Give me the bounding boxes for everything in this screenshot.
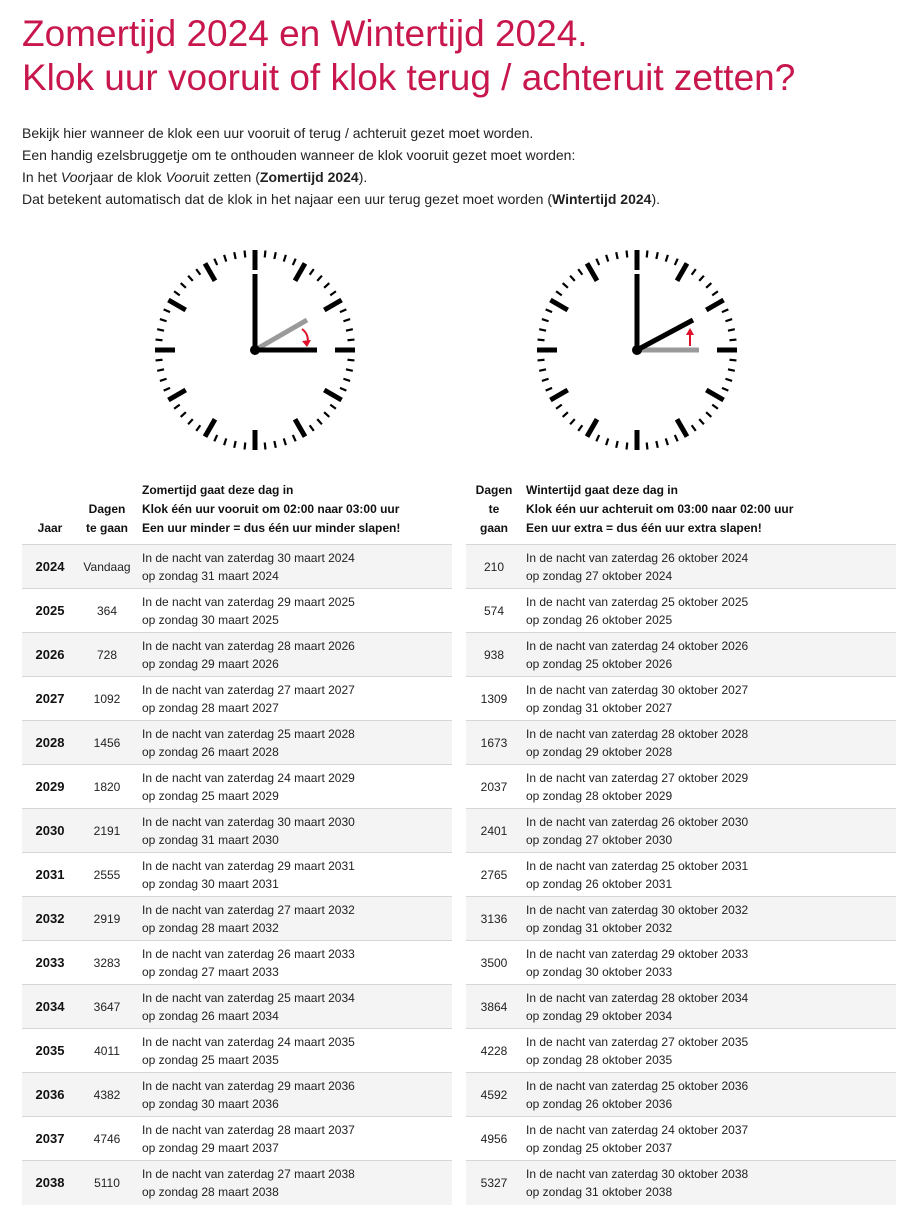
table-row: [22, 1117, 452, 1161]
intro-line-4-a: Dat betekent automatisch dat de klok in het najaar een uur terug gezet moet worden (: [22, 191, 552, 207]
intro-line-1: Bekijk hier wanneer de klok een uur vooruit of terug / achteruit gezet moet worden.: [22, 125, 534, 141]
table-row: [466, 941, 896, 985]
row-date-line1: In de nacht van zaterdag 25 maart 2034: [142, 990, 355, 1005]
row-date-line1: In de nacht van zaterdag 29 maart 2031: [142, 858, 355, 873]
row-days-to-go: 4956: [466, 1117, 520, 1161]
row-date: [136, 677, 452, 721]
row-year: 2024: [22, 545, 76, 589]
row-days-to-go: 1673: [466, 721, 520, 765]
row-date-line2: op zondag 29 maart 2026: [142, 656, 279, 671]
row-date: [136, 897, 452, 941]
table-row: [466, 985, 896, 1029]
row-year: 2026: [22, 633, 76, 677]
summer-table-header: [22, 478, 452, 545]
summer-time-table: [22, 478, 452, 1205]
intro-text: [22, 122, 660, 210]
row-date-line2: op zondag 25 oktober 2026: [526, 656, 673, 671]
hour-hand: [637, 320, 693, 350]
row-date-line2: op zondag 30 oktober 2033: [526, 964, 673, 979]
row-date-line2: op zondag 27 oktober 2024: [526, 568, 673, 583]
table-row: [22, 1161, 452, 1205]
table-row: [22, 941, 452, 985]
row-date-line1: In de nacht van zaterdag 26 oktober 2030: [526, 814, 749, 829]
page-title-line-1: Zomertijd 2024 en Wintertijd 2024.: [22, 13, 588, 54]
table-row: [22, 853, 452, 897]
row-year: 2037: [22, 1117, 76, 1161]
row-year: 2035: [22, 1029, 76, 1073]
header-summer-info: [136, 478, 452, 545]
intro-line-3-f: Zomertijd 2024: [259, 169, 359, 185]
table-row: [466, 1029, 896, 1073]
row-year: 2030: [22, 809, 76, 853]
table-row: [466, 853, 896, 897]
row-date: [520, 589, 896, 633]
row-date-line1: In de nacht van zaterdag 30 oktober 2027: [526, 682, 749, 697]
intro-line-3-g: ).: [358, 169, 368, 185]
table-row: [466, 721, 896, 765]
row-days-to-go: 574: [466, 589, 520, 633]
header-summer-info-3: Een uur minder = dus één uur minder slapen!: [142, 521, 401, 535]
table-row: [22, 633, 452, 677]
row-days-to-go: 1092: [76, 677, 136, 721]
header-winter-info-3: Een uur extra = dus één uur extra slapen!: [526, 521, 762, 535]
intro-line-4-b: Wintertijd 2024: [551, 191, 652, 207]
header-days-winter-3: gaan: [479, 521, 508, 535]
row-date-line1: In de nacht van zaterdag 30 maart 2030: [142, 814, 355, 829]
header-days-winter: [466, 478, 520, 545]
row-date: [520, 1029, 896, 1073]
clock-forward-icon: [150, 245, 360, 455]
row-date-line2: op zondag 28 maart 2032: [142, 920, 279, 935]
row-days-to-go: 2401: [466, 809, 520, 853]
arrow-down-head: [302, 340, 311, 347]
row-date-line2: op zondag 26 oktober 2025: [526, 612, 673, 627]
row-date-line2: op zondag 27 oktober 2030: [526, 832, 673, 847]
row-days-to-go: 210: [466, 545, 520, 589]
row-days-to-go: 1309: [466, 677, 520, 721]
row-date-line1: In de nacht van zaterdag 26 oktober 2024: [526, 550, 749, 565]
row-date: [136, 589, 452, 633]
row-date-line1: In de nacht van zaterdag 24 oktober 2037: [526, 1122, 749, 1137]
header-days-winter-2: te: [488, 502, 500, 516]
row-date-line1: In de nacht van zaterdag 27 maart 2027: [142, 682, 355, 697]
winter-table-body: [466, 545, 896, 1205]
page-title: [22, 12, 795, 100]
row-date-line1: In de nacht van zaterdag 28 oktober 2028: [526, 726, 749, 741]
row-date: [136, 985, 452, 1029]
row-date-line2: op zondag 29 oktober 2028: [526, 744, 673, 759]
row-date: [520, 633, 896, 677]
intro-line-3-c: jaar de klok: [89, 169, 166, 185]
intro-line-3: [22, 166, 660, 188]
row-date-line2: op zondag 28 maart 2027: [142, 700, 279, 715]
table-row: [466, 765, 896, 809]
row-date: [136, 765, 452, 809]
table-row: [466, 677, 896, 721]
row-date-line2: op zondag 27 maart 2033: [142, 964, 279, 979]
row-date: [520, 897, 896, 941]
row-date-line1: In de nacht van zaterdag 30 maart 2024: [142, 550, 355, 565]
row-days-to-go: 2555: [76, 853, 136, 897]
row-date: [520, 1161, 896, 1205]
row-days-to-go: 938: [466, 633, 520, 677]
row-date-line1: In de nacht van zaterdag 29 maart 2036: [142, 1078, 355, 1093]
row-year: 2036: [22, 1073, 76, 1117]
row-date-line2: op zondag 31 maart 2024: [142, 568, 279, 583]
row-date-line1: In de nacht van zaterdag 26 maart 2033: [142, 946, 355, 961]
row-days-to-go: 1456: [76, 721, 136, 765]
table-row: [22, 545, 452, 589]
table-row: [466, 589, 896, 633]
row-year: 2033: [22, 941, 76, 985]
summer-table-body: [22, 545, 452, 1205]
row-date-line1: In de nacht van zaterdag 25 oktober 2036: [526, 1078, 749, 1093]
header-year: Jaar: [37, 521, 63, 535]
row-date: [136, 1161, 452, 1205]
row-date-line1: In de nacht van zaterdag 28 oktober 2034: [526, 990, 749, 1005]
row-date-line1: In de nacht van zaterdag 25 oktober 2025: [526, 594, 749, 609]
row-days-to-go: 728: [76, 633, 136, 677]
row-year: 2027: [22, 677, 76, 721]
table-row: [22, 985, 452, 1029]
row-date-line1: In de nacht van zaterdag 30 oktober 2032: [526, 902, 749, 917]
table-row: [22, 897, 452, 941]
row-date: [520, 677, 896, 721]
row-date: [136, 809, 452, 853]
table-row: [466, 1073, 896, 1117]
intro-line-4-c: ).: [651, 191, 661, 207]
row-days-to-go: 2037: [466, 765, 520, 809]
table-row: [22, 677, 452, 721]
row-year: 2034: [22, 985, 76, 1029]
row-days-to-go: 3136: [466, 897, 520, 941]
row-days-to-go: 3864: [466, 985, 520, 1029]
intro-line-3-d: Voor: [165, 169, 195, 185]
arrow-up-head: [686, 328, 694, 335]
clock-back-icon: [532, 245, 742, 455]
row-date-line2: op zondag 28 oktober 2029: [526, 788, 673, 803]
row-date: [520, 1117, 896, 1161]
row-date-line1: In de nacht van zaterdag 27 maart 2032: [142, 902, 355, 917]
row-date-line1: In de nacht van zaterdag 28 maart 2026: [142, 638, 355, 653]
row-date-line2: op zondag 26 maart 2028: [142, 744, 279, 759]
clock-center: [250, 345, 260, 355]
row-date-line2: op zondag 29 maart 2037: [142, 1140, 279, 1155]
row-date-line2: op zondag 31 oktober 2038: [526, 1184, 673, 1199]
row-date-line2: op zondag 30 maart 2031: [142, 876, 279, 891]
page-title-line-2: Klok uur vooruit of klok terug / achteruit zetten?: [22, 57, 796, 98]
row-date-line2: op zondag 28 oktober 2035: [526, 1052, 673, 1067]
row-days-to-go: Vandaag: [76, 545, 136, 589]
row-date-line1: In de nacht van zaterdag 29 maart 2025: [142, 594, 355, 609]
row-date-line2: op zondag 29 oktober 2034: [526, 1008, 673, 1023]
table-row: [466, 545, 896, 589]
row-date-line1: In de nacht van zaterdag 24 maart 2029: [142, 770, 355, 785]
row-days-to-go: 4011: [76, 1029, 136, 1073]
row-date-line1: In de nacht van zaterdag 24 oktober 2026: [526, 638, 749, 653]
row-date-line2: op zondag 31 maart 2030: [142, 832, 279, 847]
table-row: [22, 589, 452, 633]
row-days-to-go: 2191: [76, 809, 136, 853]
header-days-line1: Dagen: [88, 502, 126, 516]
row-days-to-go: 3500: [466, 941, 520, 985]
row-date-line2: op zondag 26 oktober 2031: [526, 876, 673, 891]
intro-line-2: Een handig ezelsbruggetje om te onthouden wanneer de klok vooruit gezet moet worden:: [22, 147, 576, 163]
row-days-to-go: 3647: [76, 985, 136, 1029]
header-winter-info-1: Wintertijd gaat deze dag in: [526, 483, 678, 497]
row-date: [520, 721, 896, 765]
table-row: [466, 809, 896, 853]
intro-line-3-b: Voor: [60, 169, 90, 185]
row-date-line1: In de nacht van zaterdag 27 oktober 2035: [526, 1034, 749, 1049]
row-date: [520, 809, 896, 853]
row-year: 2031: [22, 853, 76, 897]
row-days-to-go: 2765: [466, 853, 520, 897]
row-year: 2028: [22, 721, 76, 765]
table-row: [22, 1029, 452, 1073]
header-summer-info-2: Klok één uur vooruit om 02:00 naar 03:00 uur: [142, 502, 400, 516]
row-date-line1: In de nacht van zaterdag 27 oktober 2029: [526, 770, 749, 785]
row-date-line1: In de nacht van zaterdag 29 oktober 2033: [526, 946, 749, 961]
table-row: [22, 765, 452, 809]
header-winter-info: [520, 478, 896, 545]
intro-line-3-a: In het: [22, 169, 61, 185]
row-date: [136, 1029, 452, 1073]
row-date: [520, 765, 896, 809]
header-days-line2: te gaan: [85, 521, 128, 535]
row-date-line2: op zondag 31 oktober 2032: [526, 920, 673, 935]
row-days-to-go: 4382: [76, 1073, 136, 1117]
row-date: [136, 721, 452, 765]
row-days-to-go: 4228: [466, 1029, 520, 1073]
row-date-line2: op zondag 25 maart 2035: [142, 1052, 279, 1067]
row-date-line1: In de nacht van zaterdag 28 maart 2037: [142, 1122, 355, 1137]
row-date: [136, 941, 452, 985]
row-days-to-go: 364: [76, 589, 136, 633]
grey-hour-hand: [255, 320, 307, 350]
row-year: 2032: [22, 897, 76, 941]
row-days-to-go: 4746: [76, 1117, 136, 1161]
row-date-line2: op zondag 28 maart 2038: [142, 1184, 279, 1199]
winter-table-header: [466, 478, 896, 545]
row-date-line1: In de nacht van zaterdag 30 oktober 2038: [526, 1166, 749, 1181]
row-days-to-go: 2919: [76, 897, 136, 941]
table-row: [466, 1117, 896, 1161]
intro-line-3-e: uit zetten (: [194, 169, 260, 185]
header-days: [76, 478, 136, 545]
table-row: [22, 809, 452, 853]
row-date: [520, 985, 896, 1029]
row-date: [136, 853, 452, 897]
row-date-line2: op zondag 26 oktober 2036: [526, 1096, 673, 1111]
row-date: [520, 941, 896, 985]
header-days-winter-1: Dagen: [475, 483, 513, 497]
table-row: [466, 633, 896, 677]
row-year: 2025: [22, 589, 76, 633]
row-date-line2: op zondag 31 oktober 2027: [526, 700, 673, 715]
intro-line-4: [22, 188, 660, 210]
header-summer-info-1: Zomertijd gaat deze dag in: [142, 483, 294, 497]
row-date: [136, 545, 452, 589]
row-date-line2: op zondag 30 maart 2036: [142, 1096, 279, 1111]
row-date: [136, 633, 452, 677]
row-date: [136, 1117, 452, 1161]
clock-center: [632, 345, 642, 355]
row-date-line2: op zondag 25 maart 2029: [142, 788, 279, 803]
winter-time-table: [466, 478, 896, 1205]
row-date-line1: In de nacht van zaterdag 24 maart 2035: [142, 1034, 355, 1049]
row-days-to-go: 3283: [76, 941, 136, 985]
row-date-line2: op zondag 30 maart 2025: [142, 612, 279, 627]
header-winter-info-2: Klok één uur achteruit om 03:00 naar 02:00 uur: [526, 502, 794, 516]
row-date-line1: In de nacht van zaterdag 25 maart 2028: [142, 726, 355, 741]
row-year: 2029: [22, 765, 76, 809]
row-date-line1: In de nacht van zaterdag 27 maart 2038: [142, 1166, 355, 1181]
row-days-to-go: 5327: [466, 1161, 520, 1205]
row-date: [136, 1073, 452, 1117]
row-year: 2038: [22, 1161, 76, 1205]
row-date: [520, 1073, 896, 1117]
table-row: [22, 721, 452, 765]
table-row: [22, 1073, 452, 1117]
table-row: [466, 1161, 896, 1205]
row-date-line1: In de nacht van zaterdag 25 oktober 2031: [526, 858, 749, 873]
row-date-line2: op zondag 26 maart 2034: [142, 1008, 279, 1023]
row-date: [520, 545, 896, 589]
row-date-line2: op zondag 25 oktober 2037: [526, 1140, 673, 1155]
row-days-to-go: 5110: [76, 1161, 136, 1205]
table-row: [466, 897, 896, 941]
row-date: [520, 853, 896, 897]
row-days-to-go: 1820: [76, 765, 136, 809]
row-days-to-go: 4592: [466, 1073, 520, 1117]
